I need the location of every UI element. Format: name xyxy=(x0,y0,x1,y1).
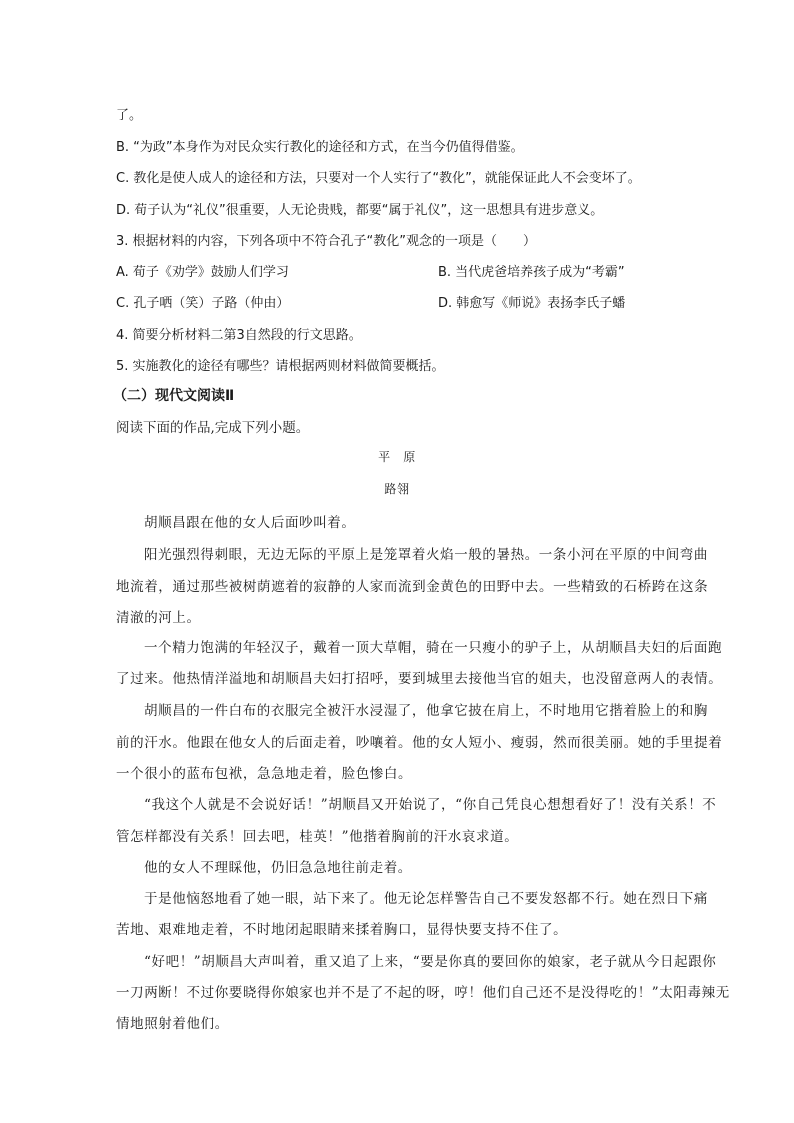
section-title: （二）现代文阅读Ⅱ xyxy=(113,388,235,404)
story-line: 清澈的河上。 xyxy=(116,610,201,626)
story-line: 前的汗水。他跟在他女人的后面走着，吵嚷着。他的女人短小、瘦弱，然而很美丽。她的手里提着 xyxy=(116,735,723,751)
q2-option-b: B. “为政”本身作为对民众实行教化的途径和方式，在当今仍值得借鉴。 xyxy=(116,140,524,155)
story-line: 胡顺昌的一件白布的衣服完全被汗水浸湿了，他拿它披在肩上，不时地用它揩着脸上的和胸 xyxy=(144,703,708,719)
story-line: “我这个人就是不会说好话！”胡顺昌又开始说了，“你自己凭良心想想看好了！没有关系！不 xyxy=(144,797,717,813)
q3-option-c: C. 孔子哂（笑）子路（仲由） xyxy=(116,296,290,311)
story-line: 地流着，通过那些被树荫遮着的寂静的人家而流到金黄色的田野中去。一些精致的石桥跨在这条 xyxy=(116,579,709,595)
q3-option-d: D. 韩愈写《师说》表扬李氏子蟠 xyxy=(438,296,626,311)
story-line: 苦地、艰难地走着，不时地闭起眼睛来揉着胸口，显得快要支持不住了。 xyxy=(116,922,568,938)
story-line: 管怎样都没有关系！回去吧，桂英！”他揩着胸前的汗水哀求道。 xyxy=(116,829,519,845)
story-title: 平 原 xyxy=(378,450,416,464)
q2-option-c: C. 教化是使人成人的途径和方法，只要对一个人实行了“教化”，就能保证此人不会变坏了。 xyxy=(116,171,641,186)
story-line: 一个精力饱满的年轻汉子，戴着一顶大草帽，骑在一只瘦小的驴子上，从胡顺昌夫妇的后面跑 xyxy=(144,640,723,656)
reading-instruction: 阅读下面的作品,完成下列小题。 xyxy=(116,420,310,436)
previous-question-tail: 了。 xyxy=(116,108,143,123)
q3-stem: 3. 根据材料的内容，下列各项中不符合孔子“教化”观念的一项是（ ） xyxy=(116,234,537,249)
story-line: “好吧！”胡顺昌大声叫着，重又追了上来，“要是你真的要回你的娘家，老子就从今日起跟你 xyxy=(144,954,717,970)
q5-stem: 5. 实施教化的途径有哪些？请根据两则材料做简要概括。 xyxy=(116,359,445,374)
story-line: 胡顺昌跟在他的女人后面吵叫着。 xyxy=(144,515,356,531)
story-line: 一刀两断！不过你要晓得你娘家也并不是了不起的呀，哼！他们自己还不是没得吃的！”太阳毒辣无 xyxy=(116,985,730,1001)
q2-option-d: D. 荀子认为“礼仪”很重要，人无论贵贱，都要“属于礼仪”，这一思想具有进步意义。 xyxy=(116,203,604,218)
story-line: 于是他恼怒地看了她一眼，站下来了。他无论怎样警告自己不要发怒都不行。她在烈日下痛 xyxy=(144,891,708,907)
story-author: 路翎 xyxy=(384,482,410,496)
story-line: 他的女人不理睬他，仍旧急急地往前走着。 xyxy=(144,860,412,876)
story-line: 了过来。他热情洋溢地和胡顺昌夫妇打招呼，要到城里去接他当官的姐夫，也没留意两人的表情。 xyxy=(116,671,723,687)
q3-option-a: A. 荀子《劝学》鼓励人们学习 xyxy=(116,265,289,280)
q3-option-b: B. 当代虎爸培养孩子成为“考霸” xyxy=(438,265,625,280)
story-line: 一个很小的蓝布包袱，急急地走着，脸色惨白。 xyxy=(116,766,413,782)
story-line: 阳光强烈得刺眼，无边无际的平原上是笼罩着火焰一般的暑热。一条小河在平原的中间弯曲 xyxy=(144,547,708,563)
q4-stem: 4. 简要分析材料二第3自然段的行文思路。 xyxy=(116,328,362,343)
story-line: 情地照射着他们。 xyxy=(116,1016,229,1032)
